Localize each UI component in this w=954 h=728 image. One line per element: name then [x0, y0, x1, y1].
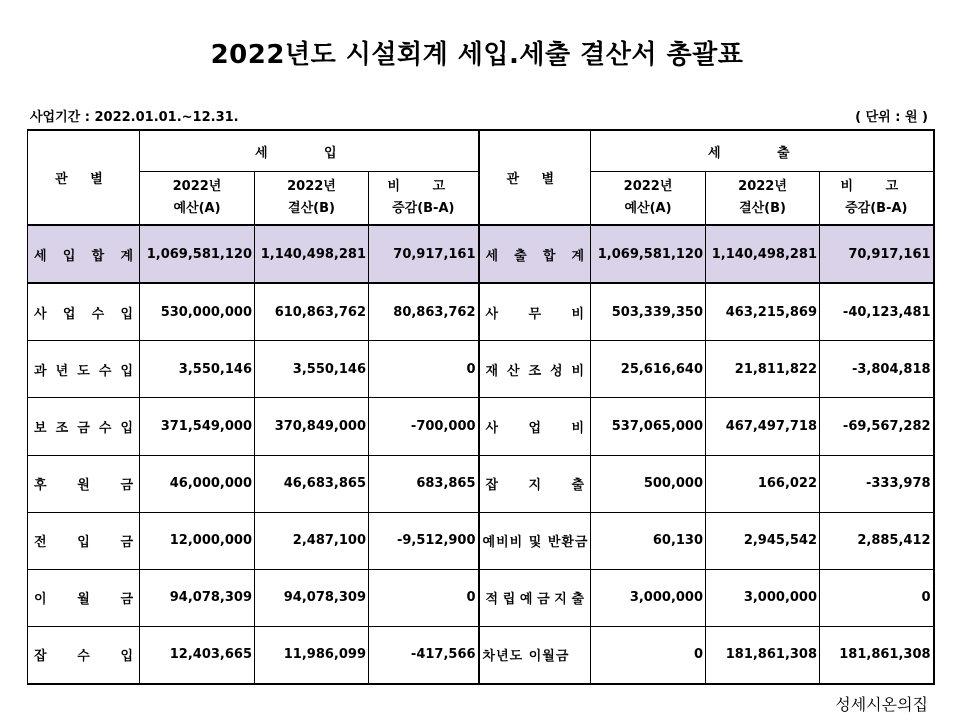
expense-item-label-text: 세 출 합 계 — [485, 248, 585, 264]
expense-note-header: 비 고 증감(B-A) — [820, 172, 934, 226]
table-row — [28, 626, 934, 684]
revenue-settlement-cell: 94,078,309 — [255, 569, 369, 626]
revenue-item-label — [28, 341, 140, 398]
expense-item-label — [479, 512, 591, 569]
revenue-budget-cell: 94,078,309 — [140, 569, 255, 626]
table-row — [28, 512, 934, 569]
expense-item-label — [479, 569, 591, 626]
expense-budget-cell: 25,616,640 — [591, 341, 706, 398]
expense-item-label — [479, 283, 591, 341]
expense-settlement-cell: 21,811,822 — [706, 341, 820, 398]
expense-difference-cell: -3,804,818 — [820, 341, 934, 398]
revenue-item-label-text: 이 월 금 — [34, 592, 133, 608]
expense-item-label-text: 잡 지 출 — [485, 478, 585, 494]
table-row — [28, 341, 934, 398]
revenue-budget-cell: 12,403,665 — [140, 626, 255, 684]
table-row — [28, 569, 934, 626]
expense-item-label-text: 재 산 조 성 비 — [485, 363, 585, 379]
revenue-category-header: 관 별 — [28, 130, 140, 225]
revenue-difference-cell: -417,566 — [369, 626, 479, 684]
expense-budget-cell: 537,065,000 — [591, 398, 706, 455]
expense-settlement-header: 2022년 결산(B) — [706, 172, 820, 226]
total-row — [28, 225, 934, 283]
revenue-item-label — [28, 626, 140, 684]
revenue-budget-cell: 46,000,000 — [140, 455, 255, 512]
revenue-settlement-cell: 610,863,762 — [255, 283, 369, 341]
expense-settlement-cell: 3,000,000 — [706, 569, 820, 626]
expense-item-label-text: 차년도 이월금 — [482, 649, 570, 665]
expense-difference-cell: 70,917,161 — [820, 225, 934, 283]
revenue-item-label-text: 사 업 수 입 — [34, 306, 133, 322]
revenue-item-label-text: 세 입 합 계 — [34, 248, 133, 264]
expense-budget-cell: 60,130 — [591, 512, 706, 569]
revenue-budget-header: 2022년 예산(A) — [140, 172, 255, 226]
revenue-difference-cell: 0 — [369, 569, 479, 626]
revenue-group-header: 세 입 — [140, 130, 479, 172]
expense-settlement-cell: 1,140,498,281 — [706, 225, 820, 283]
expense-settlement-cell: 2,945,542 — [706, 512, 820, 569]
expense-group-header: 세 출 — [591, 130, 934, 172]
institution-name: 성세시온의집 — [835, 695, 928, 714]
expense-item-label-text: 사 무 비 — [485, 306, 585, 322]
revenue-settlement-header: 2022년 결산(B) — [255, 172, 369, 226]
revenue-item-label-text: 과 년 도 수 입 — [34, 363, 133, 379]
expense-item-label — [479, 455, 591, 512]
expense-difference-cell: -40,123,481 — [820, 283, 934, 341]
revenue-difference-cell: 80,863,762 — [369, 283, 479, 341]
revenue-difference-cell: -700,000 — [369, 398, 479, 455]
table-row — [28, 455, 934, 512]
revenue-budget-cell: 371,549,000 — [140, 398, 255, 455]
revenue-difference-cell: 70,917,161 — [369, 225, 479, 283]
expense-item-label — [479, 398, 591, 455]
revenue-settlement-cell: 1,140,498,281 — [255, 225, 369, 283]
revenue-note-header: 비 고 증감(B-A) — [369, 172, 479, 226]
expense-item-label-text: 예비비 및 반환금 — [482, 535, 589, 551]
expense-difference-cell: -333,978 — [820, 455, 934, 512]
expense-item-label-text: 적 립 예 금 지 출 — [485, 592, 585, 608]
revenue-settlement-cell: 370,849,000 — [255, 398, 369, 455]
revenue-settlement-cell: 3,550,146 — [255, 341, 369, 398]
revenue-item-label-text: 전 입 금 — [34, 535, 133, 551]
expense-item-label-text: 사 업 비 — [485, 420, 585, 436]
revenue-item-label — [28, 398, 140, 455]
expense-settlement-cell: 467,497,718 — [706, 398, 820, 455]
expense-budget-cell: 0 — [591, 626, 706, 684]
revenue-budget-cell: 1,069,581,120 — [140, 225, 255, 283]
revenue-item-label-text: 보 조 금 수 입 — [34, 420, 133, 436]
expense-budget-cell: 1,069,581,120 — [591, 225, 706, 283]
expense-difference-cell: 0 — [820, 569, 934, 626]
expense-settlement-cell: 181,861,308 — [706, 626, 820, 684]
expense-budget-cell: 3,000,000 — [591, 569, 706, 626]
revenue-item-label — [28, 455, 140, 512]
expense-difference-cell: -69,567,282 — [820, 398, 934, 455]
revenue-item-label-text: 후 원 금 — [34, 478, 133, 494]
revenue-item-label — [28, 569, 140, 626]
revenue-item-label — [28, 225, 140, 283]
expense-settlement-cell: 463,215,869 — [706, 283, 820, 341]
revenue-budget-cell: 530,000,000 — [140, 283, 255, 341]
expense-difference-cell: 181,861,308 — [820, 626, 934, 684]
business-period: 사업기간 : 2022.01.01.~12.31. — [30, 110, 239, 125]
settlement-summary-table — [27, 129, 935, 685]
revenue-settlement-cell: 46,683,865 — [255, 455, 369, 512]
table-row — [28, 398, 934, 455]
expense-item-label — [479, 626, 591, 684]
expense-item-label — [479, 225, 591, 283]
expense-budget-cell: 500,000 — [591, 455, 706, 512]
revenue-item-label — [28, 283, 140, 341]
revenue-difference-cell: 0 — [369, 341, 479, 398]
revenue-budget-cell: 3,550,146 — [140, 341, 255, 398]
document-title: 2022년도 시설회계 세입.세출 결산서 총괄표 — [210, 40, 744, 70]
expense-budget-cell: 503,339,350 — [591, 283, 706, 341]
revenue-item-label — [28, 512, 140, 569]
revenue-settlement-cell: 2,487,100 — [255, 512, 369, 569]
revenue-item-label-text: 잡 수 입 — [34, 649, 133, 665]
expense-item-label — [479, 341, 591, 398]
revenue-budget-cell: 12,000,000 — [140, 512, 255, 569]
expense-settlement-cell: 166,022 — [706, 455, 820, 512]
revenue-difference-cell: -9,512,900 — [369, 512, 479, 569]
expense-category-header: 관 별 — [479, 130, 591, 225]
expense-budget-header: 2022년 예산(A) — [591, 172, 706, 226]
table-row — [28, 283, 934, 341]
unit-label: ( 단위 : 원 ) — [855, 110, 928, 125]
revenue-settlement-cell: 11,986,099 — [255, 626, 369, 684]
expense-difference-cell: 2,885,412 — [820, 512, 934, 569]
revenue-difference-cell: 683,865 — [369, 455, 479, 512]
